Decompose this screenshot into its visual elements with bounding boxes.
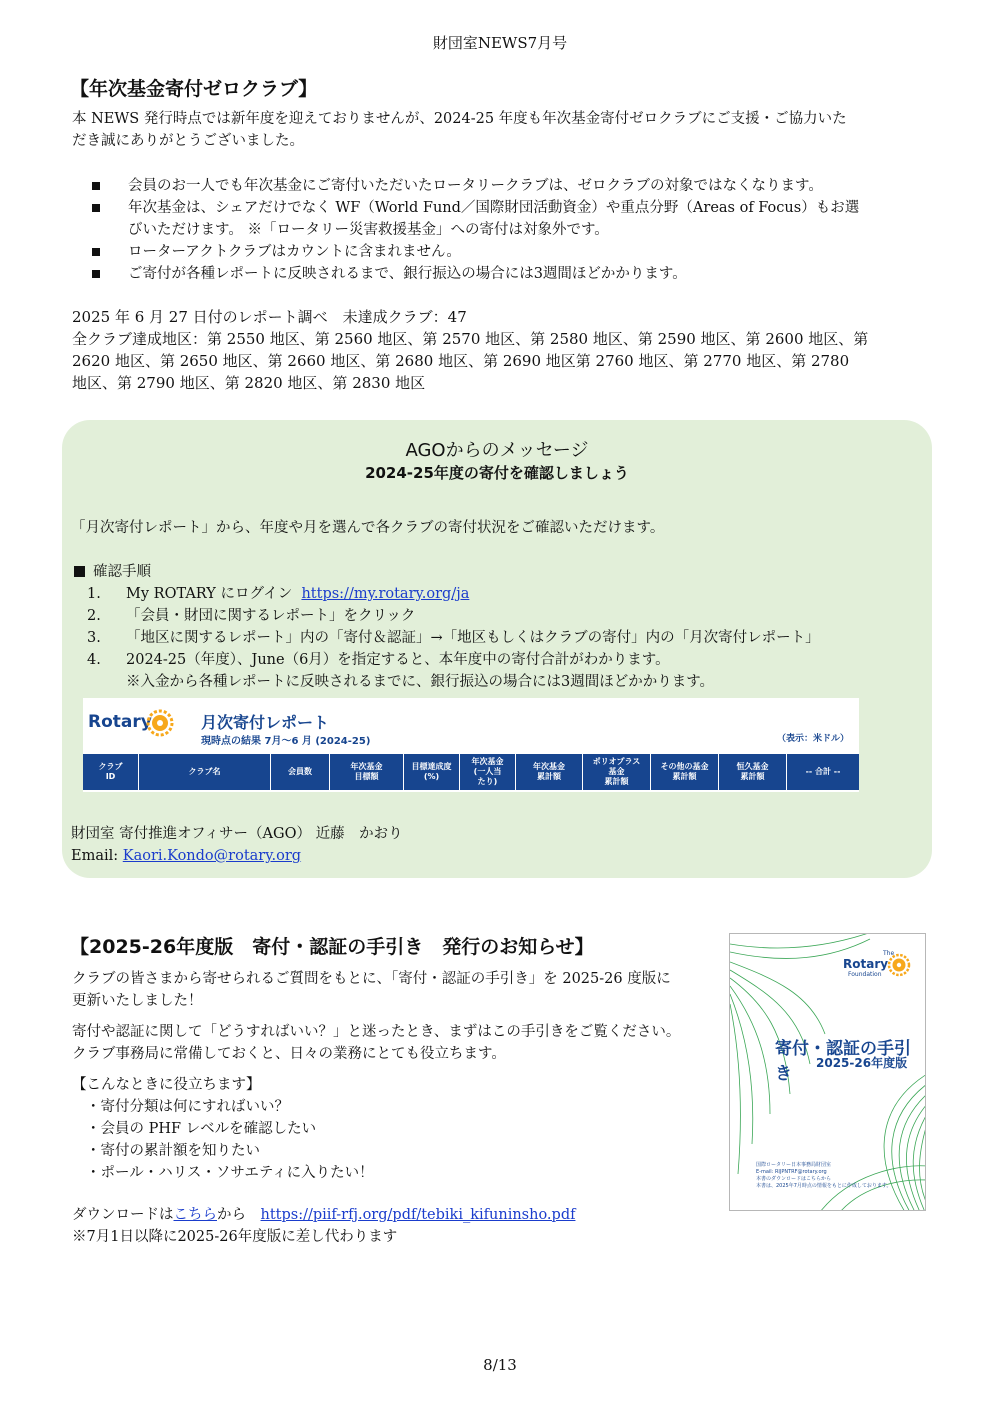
useful-item: ・会員の PHF レベルを確認したい [86,1121,317,1137]
square-bullet-icon [92,270,100,278]
useful-item: ・ポール・ハリス・ソサエティに入りたい！ [86,1165,374,1181]
section1-title: 【年次基金寄付ゼロクラブ】 [70,78,318,100]
rotary-wheel-icon [887,953,911,977]
download-here-link[interactable]: こちら [173,1207,217,1223]
report-subtitle: 現時点の結果 7月～6 月 (2024-25) [201,736,371,747]
square-bullet-icon [92,182,100,190]
guide-cover-image [729,933,926,1211]
intro-line: だき誠にありがとうございました。 [72,133,304,149]
column-header: その他の基金 累計額 [651,754,719,790]
bullet-item: ローターアクトクラブはカウントに含まれません。 [72,241,942,263]
steps-list [62,583,922,693]
column-header: クラブ ID [83,754,139,790]
monthly-report-image [83,698,859,792]
step-item: 4. 2024-25（年度）、June（6月）を指定すると、本年度中の寄付合計がわかります。 [87,652,670,668]
column-header: クラブ名 [139,754,271,790]
cover-brand-top: The [883,950,895,957]
section2-title: 【2025-26年度版 寄付・認証の手引き 発行のお知らせ】 [70,936,594,958]
page-header: 財団室NEWS7月号 [432,34,568,52]
square-bullet-icon [92,248,100,256]
report-summary [72,306,942,394]
download-line: ダウンロードはこちらから https://piif-rfj.org/pdf/tebiki_kifuninsho.pdf [72,1207,576,1223]
cover-brand: Rotary [843,957,889,971]
cover-subtitle: 2025-26年度版 [816,1056,908,1070]
useful-list [72,1096,722,1184]
column-header: ポリオプラス 基金 累計額 [583,754,651,790]
report-line: 2620 地区、第 2650 地区、第 2660 地区、第 2680 地区、第 2690 地区第 2760 地区、第 2770 地区、第 2780 [72,352,850,370]
steps-heading: 確認手順 [74,561,151,583]
column-header: 年次基金 目標額 [330,754,404,790]
report-unit: （表示：米ドル） [777,734,850,744]
body-line: クラブの皆さまから寄せられるご質問をもとに、「寄付・認証の手引き」を 2025-26 度版に [72,971,671,987]
column-header: 年次基金 (一人当 たり) [460,754,516,790]
body-line: クラブ事務局に常備しておくと、日々の業務にとても役立ちます。 [72,1046,506,1062]
bullet-item: ご寄付が各種レポートに反映されるまで、銀行振込の場合には3週間ほどかかります。 [72,263,942,285]
cover-title: 寄付・認証の手引き [775,1039,911,1084]
column-header: 会員数 [271,754,330,790]
page-number: 8/13 [483,1356,517,1374]
step-item: 1. My ROTARY にログイン https://my.rotary.org/ja [87,586,470,602]
cover-footer: 国際ロータリー日本事務局財団室 E-mail: RIJPNTRF@rotary.org 本書のダウンロードはこちらから 本書は、2025年7月時点の情報をもとに作成しております。 [756,1162,892,1189]
download-note: ※7月1日以降に2025-26年度版に差し代わります [72,1229,398,1245]
square-bullet-icon [74,566,85,577]
ago-intro: 「月次寄付レポート」から、年度や月を選んで各クラブの寄付状況をご確認いただけます。 [71,520,665,536]
column-header: -- 合計 -- [787,754,859,790]
ago-email-row: Email: Kaori.Kondo@rotary.org [71,848,302,864]
report-line: 2025 年 6 月 27 日付のレポート調べ 未達成クラブ：47 [72,308,467,326]
report-line: 地区、第 2790 地区、第 2820 地区、第 2830 地区 [72,374,426,392]
intro-line: 本 NEWS 発行時点では新年度を迎えておりませんが、2024-25 年度も年次基金寄付ゼロクラブにご支援・ご協力いた [72,111,847,127]
bullet-item: 年次基金は、シェアだけでなく WF（World Fund／国際財団活動資金）や重点分野（Areas of Focus）もお選 びいただけます。 ※「ロータリー災害救援基金」への寄付は対象外です。 [72,197,942,241]
useful-item: ・寄付分類は何にすればいい？ [86,1099,289,1115]
rotary-logo-text: Rotary [88,712,152,732]
column-header: 目標達成度 (%) [404,754,460,790]
section1-intro [72,108,942,152]
download-url-link[interactable]: https://piif-rfj.org/pdf/tebiki_kifuninsho.pdf [260,1207,576,1223]
step-item: 3. 「地区に関するレポート」内の「寄付＆認証」→「地区もしくはクラブの寄付」内の「月次寄付レポート」 [87,630,820,646]
column-header: 年次基金 累計額 [516,754,583,790]
report-title: 月次寄付レポート [201,713,330,732]
body-line: 寄付や認証に関して「どうすればいい？」と迷ったとき、まずはこの手引きをご覧ください。 [72,1024,681,1040]
report-line: 全クラブ達成地区：第 2550 地区、第 2560 地区、第 2570 地区、第 2580 地区、第 2590 地区、第 2600 地区、第 [72,330,869,348]
rotary-wheel-icon [145,708,175,738]
body-line: 更新いたしました！ [72,993,203,1009]
bullet-item: 会員のお一人でも年次基金にご寄付いただいたロータリークラブは、ゼロクラブの対象ではなくなります。 [72,175,942,197]
square-bullet-icon [92,204,100,212]
useful-item: ・寄付の累計額を知りたい [86,1143,260,1159]
email-link[interactable]: Kaori.Kondo@rotary.org [122,848,302,864]
ago-title: AGOからのメッセージ [405,440,589,461]
ago-signature: 財団室 寄付推進オフィサー（AGO） 近藤 かおり [71,826,403,842]
myrotary-link[interactable]: https://my.rotary.org/ja [301,586,470,602]
report-table-header [83,754,859,790]
column-header: 恒久基金 累計額 [719,754,787,790]
section2-body [72,968,722,1248]
step-item: 2. 「会員・財団に関するレポート」をクリック [87,608,416,624]
section1-bullets [72,175,942,285]
ago-subtitle: 2024-25年度の寄付を確認しましょう [365,464,629,482]
ago-message-box [62,420,932,878]
step-note: ※入金から各種レポートに反映されるまでに、銀行振込の場合には3週間ほどかかります。 [126,674,715,690]
useful-heading: 【こんなときに役立ちます】 [72,1077,261,1093]
cover-brand-sub: Foundation [848,971,882,978]
